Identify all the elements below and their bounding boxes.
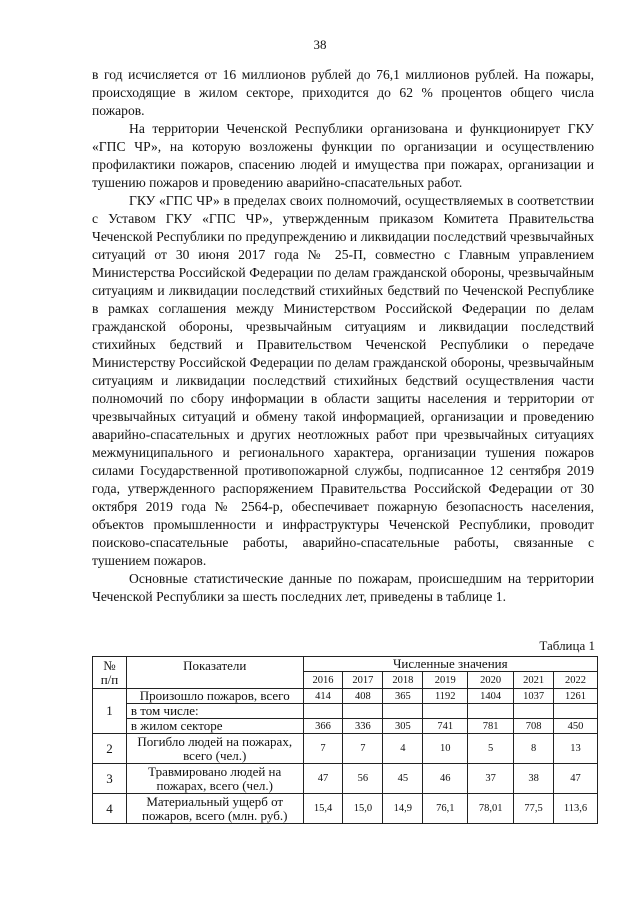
value-cell: 113,6 bbox=[554, 794, 598, 824]
value-cell: 78,01 bbox=[468, 794, 514, 824]
value-cell: 741 bbox=[423, 719, 468, 734]
table-row bbox=[93, 704, 598, 719]
value-cell: 450 bbox=[554, 719, 598, 734]
value-cell: 5 bbox=[468, 734, 514, 764]
value-cell: 1192 bbox=[423, 689, 468, 704]
empty-cell bbox=[343, 704, 383, 719]
header-values: Численные значения bbox=[303, 657, 597, 672]
row-label: Произошло пожаров, всего bbox=[126, 689, 303, 704]
row-number: 3 bbox=[93, 764, 127, 794]
header-num-cell bbox=[93, 657, 127, 689]
header-num-top: № bbox=[103, 657, 116, 673]
value-cell: 781 bbox=[468, 719, 514, 734]
year-cell: 2016 bbox=[303, 672, 343, 689]
value-cell: 336 bbox=[343, 719, 383, 734]
table-header-row bbox=[93, 657, 598, 672]
table-row bbox=[93, 764, 598, 794]
row-number: 1 bbox=[93, 689, 127, 734]
row-label: в жилом секторе bbox=[126, 719, 303, 734]
paragraph-1: в год исчисляется от 16 миллионов рублей до 76,1 миллионов рублей. На пожары, происходящие в жилом секторе, приходится до 62 % процентов общего числа пожаров. bbox=[92, 67, 594, 118]
value-cell: 366 bbox=[303, 719, 343, 734]
value-cell: 14,9 bbox=[383, 794, 423, 824]
value-cell: 1037 bbox=[514, 689, 554, 704]
value-cell: 414 bbox=[303, 689, 343, 704]
value-cell: 38 bbox=[514, 764, 554, 794]
empty-cell bbox=[514, 704, 554, 719]
page-number: 38 bbox=[313, 37, 327, 52]
value-cell: 46 bbox=[423, 764, 468, 794]
row-label: Травмировано людей на пожарах, всего (чел.) bbox=[126, 764, 303, 794]
value-cell: 708 bbox=[514, 719, 554, 734]
table-row bbox=[93, 794, 598, 824]
value-cell: 15,0 bbox=[343, 794, 383, 824]
year-cell: 2022 bbox=[554, 672, 598, 689]
value-cell: 8 bbox=[514, 734, 554, 764]
empty-cell bbox=[383, 704, 423, 719]
empty-cell bbox=[468, 704, 514, 719]
header-num-bottom: п/п bbox=[100, 671, 119, 687]
paragraph-4: Основные статистические данные по пожарам, происшедшим на территории Чеченской Республики за шесть последних лет, приведены в таблице 1. bbox=[92, 571, 594, 604]
row-number: 2 bbox=[93, 734, 127, 764]
value-cell: 305 bbox=[383, 719, 423, 734]
year-cell: 2017 bbox=[343, 672, 383, 689]
empty-cell bbox=[303, 704, 343, 719]
table-row bbox=[93, 719, 598, 734]
year-cell: 2019 bbox=[423, 672, 468, 689]
value-cell: 13 bbox=[554, 734, 598, 764]
value-cell: 47 bbox=[554, 764, 598, 794]
table-caption: Таблица 1 bbox=[539, 638, 595, 653]
value-cell: 408 bbox=[343, 689, 383, 704]
value-cell: 4 bbox=[383, 734, 423, 764]
year-cell: 2020 bbox=[468, 672, 514, 689]
value-cell: 77,5 bbox=[514, 794, 554, 824]
row-number: 4 bbox=[93, 794, 127, 824]
value-cell: 10 bbox=[423, 734, 468, 764]
empty-cell bbox=[554, 704, 598, 719]
value-cell: 7 bbox=[343, 734, 383, 764]
value-cell: 37 bbox=[468, 764, 514, 794]
paragraph-3: ГКУ «ГПС ЧР» в пределах своих полномочий, осуществляемых в соответствии с Уставом ГКУ «ГПС ЧР», утвержденным приказом Комитета Правительства Чеченской Республики по предупреждению и ликвидации последствий чрезвычайных ситуаций от 30 июня 2017 года № 25-П, совместно с Главным управлением Министерства Российской Федерации по делам гражданской обороны, чрезвычайным ситуациям и ликвидации последствий стихийных бедствий по Чеченской Республике в рамках соглашения между Министерством Российской Федерации по делам гражданской обороны, чрезвычайным ситуациям и ликвидации последствий стихийных бедствий и Правительством Чеченской Республики о передаче Министерству Российской Федерации по делам гражданской обороны, чрезвычайным ситуациям и ликвидации последствий стихийных бедствий осуществления части полномочий по сбору информации в области защиты населения и территории от чрезвычайных ситуаций и обмену такой информацией, организации и проведению аварийно-спасательных и других неотложных работ при чрезвычайных ситуациях межмуниципального и регионального характера, организации тушения пожаров силами Государственной противопожарной службы, подписанное 12 сентября 2019 года, утвержденного распоряжением Правительства Российской Федерации от 30 октября 2019 года № 2564-р, обеспечивает пожарную безопасность населения, объектов промышленности и инфраструктуры Чеченской Республики, проводит поисково-спасательные работы, аварийно-спасательные работы, связанные с тушением пожаров. bbox=[92, 193, 594, 568]
value-cell: 76,1 bbox=[423, 794, 468, 824]
empty-cell bbox=[423, 704, 468, 719]
table-row bbox=[93, 734, 598, 764]
value-cell: 365 bbox=[383, 689, 423, 704]
year-cell: 2018 bbox=[383, 672, 423, 689]
value-cell: 1404 bbox=[468, 689, 514, 704]
table-row bbox=[93, 689, 598, 704]
row-label: Материальный ущерб от пожаров, всего (млн. руб.) bbox=[126, 794, 303, 824]
value-cell: 45 bbox=[383, 764, 423, 794]
value-cell: 47 bbox=[303, 764, 343, 794]
value-cell: 56 bbox=[343, 764, 383, 794]
value-cell: 15,4 bbox=[303, 794, 343, 824]
statistics-table bbox=[92, 656, 598, 824]
row-label: в том числе: bbox=[126, 704, 303, 719]
value-cell: 1261 bbox=[554, 689, 598, 704]
year-cell: 2021 bbox=[514, 672, 554, 689]
row-label: Погибло людей на пожарах, всего (чел.) bbox=[126, 734, 303, 764]
value-cell: 7 bbox=[303, 734, 343, 764]
header-indicator: Показатели bbox=[126, 657, 303, 689]
body-text bbox=[92, 66, 594, 606]
paragraph-2: На территории Чеченской Республики организована и функционирует ГКУ «ГПС ЧР», на которую возложены функции по организации и осуществлению профилактики пожаров, спасению людей и имущества при пожарах, организации и тушению пожаров и проведению аварийно-спасательных работ. bbox=[92, 121, 594, 190]
